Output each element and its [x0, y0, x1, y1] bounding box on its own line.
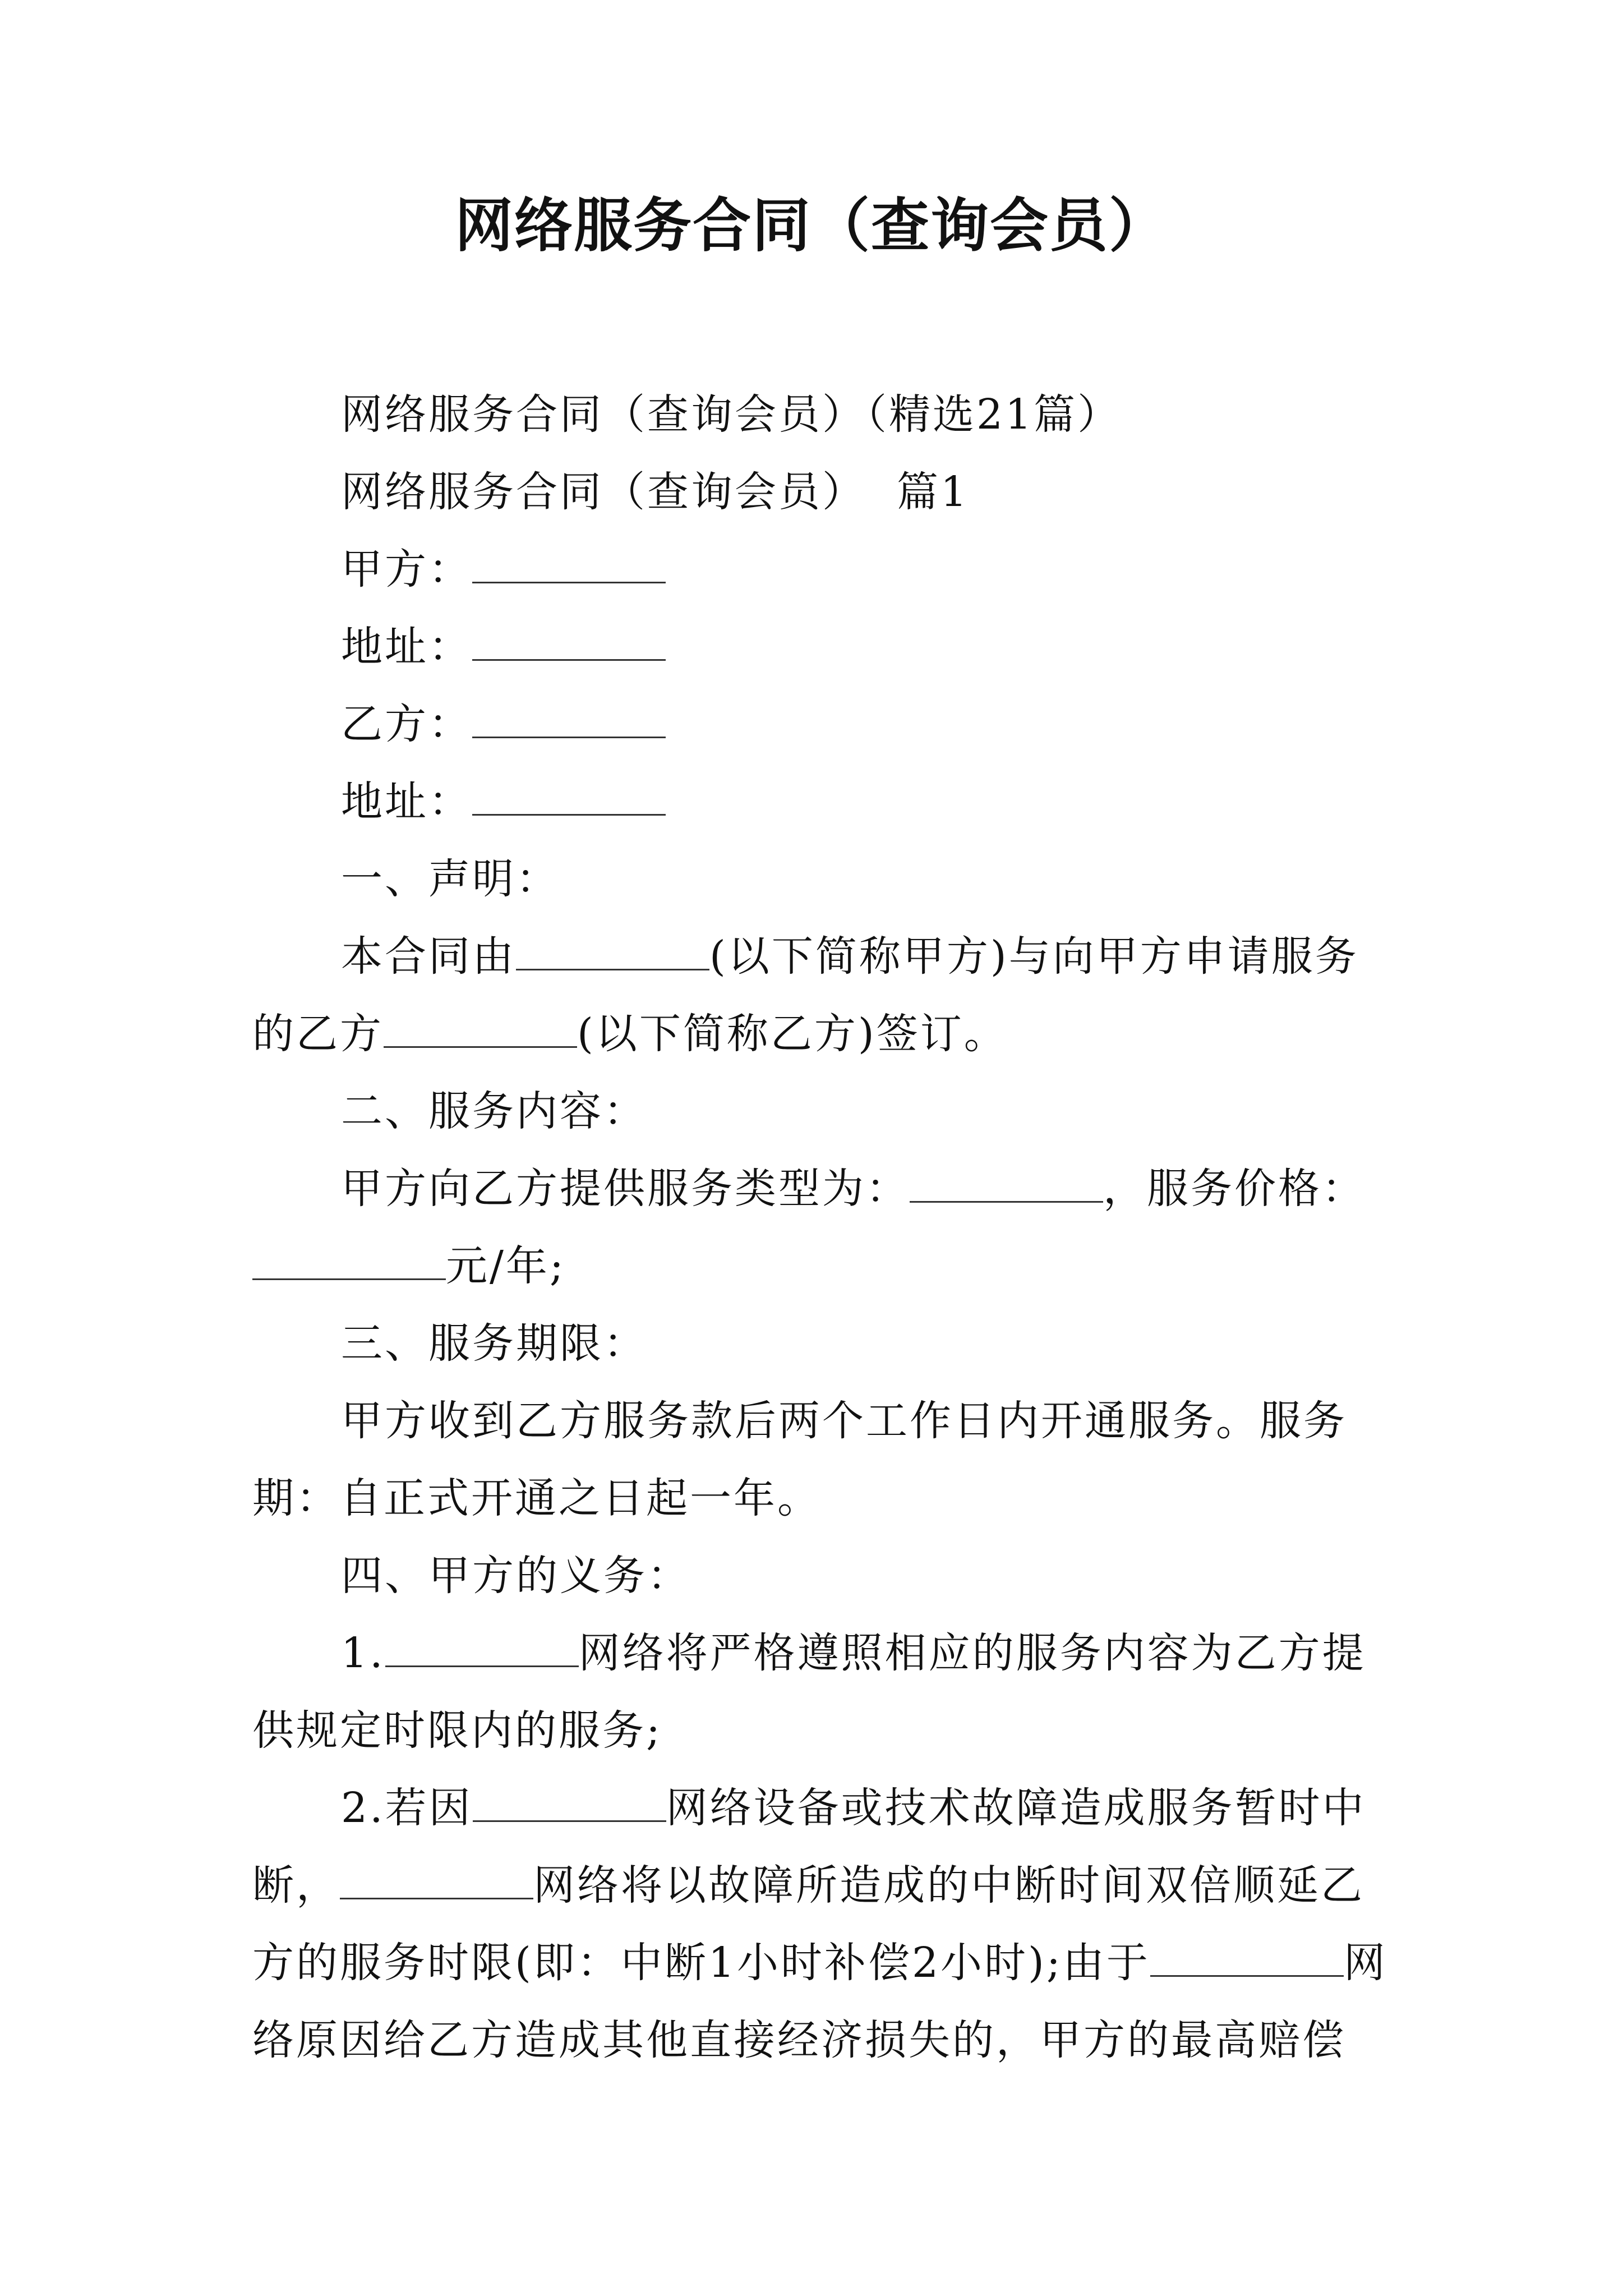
service-price-blank	[252, 1245, 446, 1280]
obligation-2-text-a: 2.若因	[341, 1784, 473, 1832]
obligation-2-blank-c	[1150, 1941, 1344, 1977]
obligation-heading: 四、甲方的义务：	[341, 1552, 691, 1600]
declaration-paragraph	[252, 918, 1391, 1073]
service-text-a: 甲方向乙方提供服务类型为：	[341, 1165, 910, 1213]
obligation-item-1	[252, 1614, 1391, 1769]
party-a-blank	[472, 548, 666, 583]
obligation-2-blank-a	[473, 1787, 666, 1822]
obligation-1-text: 网络将严格遵照相应的服务内容为乙方提供规定时限内的服务;	[252, 1629, 1366, 1755]
obligation-2-text-c: 网络将以故障所造成的中断时间双倍顺延乙方的服务时限(即：中断1小时补偿2小时);由于	[252, 1861, 1364, 1987]
obligation-1-blank	[385, 1632, 579, 1667]
party-a-line	[252, 531, 1391, 608]
party-b-label: 乙方：	[341, 700, 472, 748]
service-text-c: 元/年;	[446, 1242, 566, 1290]
declaration-blank-a	[516, 935, 709, 970]
obligation-1-number: 1.	[341, 1629, 385, 1677]
declaration-blank-b	[384, 1013, 577, 1048]
declaration-text-b: (以下简称甲方)与向甲方申请服务的乙方	[252, 932, 1359, 1058]
declaration-heading: 一、声明：	[341, 855, 560, 903]
document-title: 网络服务合同（查询会员）	[454, 191, 1168, 260]
address-a-label: 地址：	[341, 623, 472, 671]
declaration-text-a: 本合同由	[341, 932, 516, 981]
service-paragraph	[252, 1150, 1391, 1305]
party-b-blank	[472, 703, 666, 738]
address-a-blank	[472, 625, 666, 661]
obligation-item-2	[252, 1769, 1391, 2079]
term-heading: 三、服务期限：	[341, 1319, 647, 1368]
service-text-b: ，服务价格：	[1103, 1165, 1366, 1213]
part-heading: 网络服务合同（查询会员） 篇1	[341, 468, 970, 516]
obligation-2-text-d: 网络原因给乙方造成其他直接经济损失的，甲方的最高赔偿	[252, 1939, 1387, 2064]
party-a-label: 甲方：	[341, 545, 472, 593]
obligation-2-text-b: 网络设备或技术故障造成服务暂时中断，	[252, 1784, 1366, 1910]
term-paragraph: 甲方收到乙方服务款后两个工作日内开通服务。服务期：自正式开通之日起一年。	[252, 1397, 1347, 1522]
address-b-line	[252, 763, 1391, 840]
subtitle-line: 网络服务合同（查询会员）（精选21篇）	[341, 390, 1122, 439]
service-type-blank	[910, 1167, 1103, 1203]
address-b-label: 地址：	[341, 777, 472, 826]
document-body	[252, 376, 1391, 2079]
address-b-blank	[472, 780, 666, 816]
declaration-text-c: (以下简称乙方)签订。	[577, 1010, 1008, 1058]
address-a-line	[252, 608, 1391, 685]
service-heading: 二、服务内容：	[341, 1087, 647, 1135]
party-b-line	[252, 685, 1391, 763]
obligation-2-blank-b	[340, 1864, 533, 1899]
